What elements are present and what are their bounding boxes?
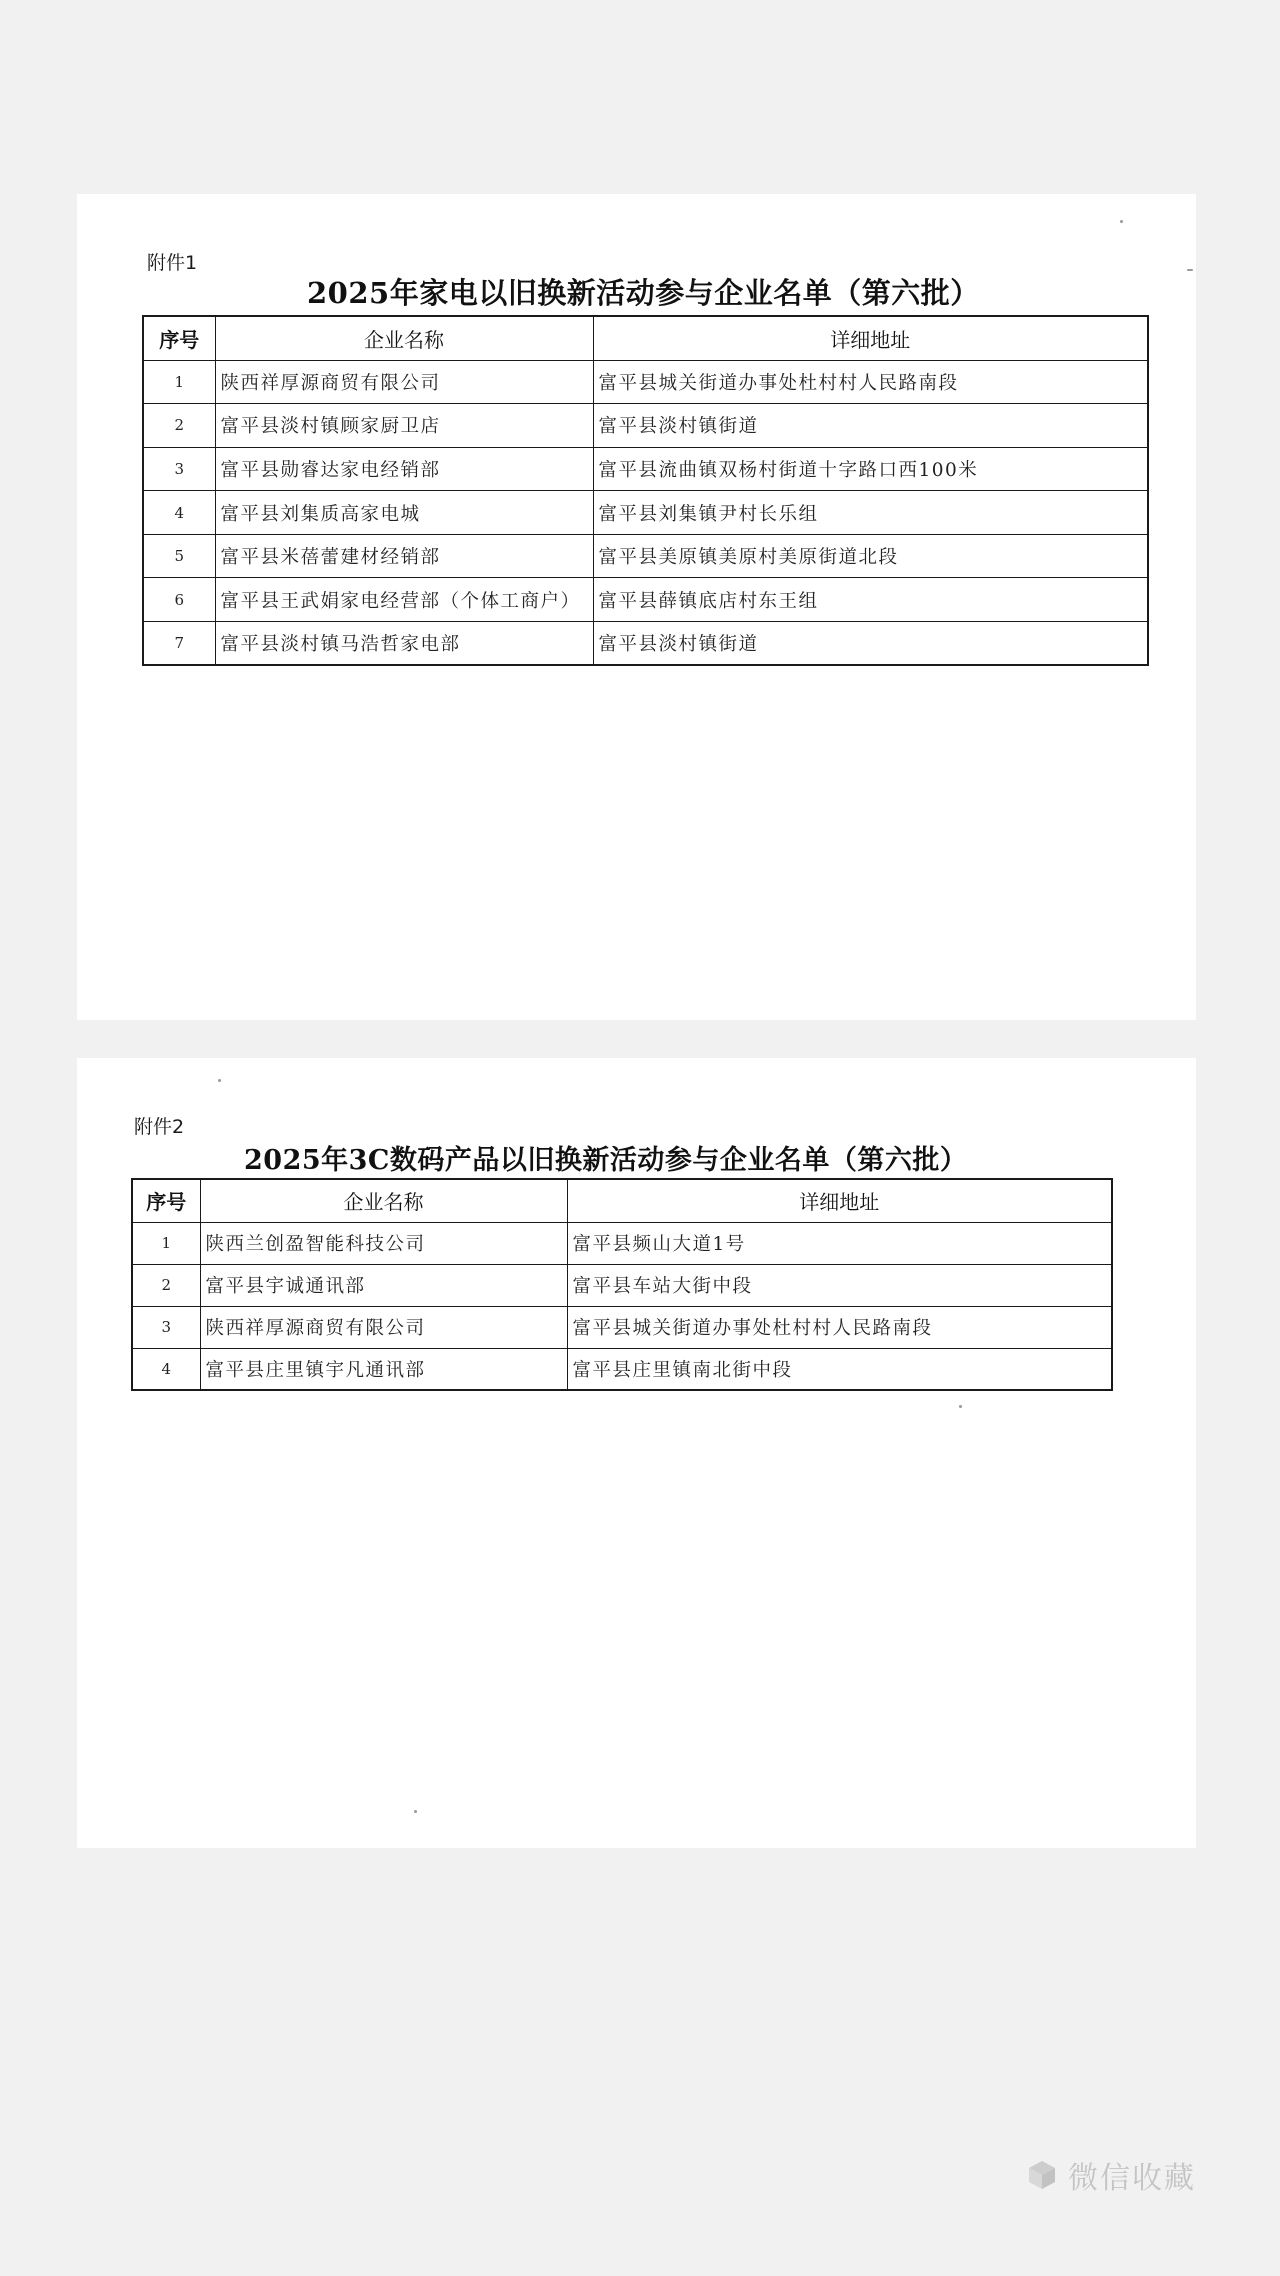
row-enterprise-name: 富平县刘集质高家电城: [215, 491, 593, 535]
row-address: 富平县流曲镇双杨村街道十字路口西100米: [593, 447, 1148, 491]
table-row: [143, 360, 1148, 404]
attachment-1-page: [77, 194, 1196, 1020]
table-row: [132, 1264, 1112, 1306]
table-row: [132, 1222, 1112, 1264]
document-title: 2025年家电以旧换新活动参与企业名单（第六批）: [307, 276, 980, 310]
table-row: [143, 491, 1148, 535]
column-header-address: 详细地址: [593, 316, 1148, 360]
row-enterprise-name: 富平县淡村镇马浩哲家电部: [215, 622, 593, 666]
table-row: [143, 578, 1148, 622]
digital-3c-enterprise-table: [131, 1178, 1113, 1391]
row-address: 富平县淡村镇街道: [593, 622, 1148, 666]
row-seq: 5: [143, 534, 215, 578]
table-header-row: [132, 1179, 1112, 1222]
table-header-row: [143, 316, 1148, 360]
wechat-favorites-watermark: [1026, 2153, 1196, 2197]
scan-speck: [1187, 269, 1193, 271]
row-enterprise-name: 富平县庄里镇宇凡通讯部: [200, 1348, 567, 1390]
row-seq: 2: [132, 1264, 200, 1306]
row-address: 富平县频山大道1号: [567, 1222, 1112, 1264]
row-address: 富平县淡村镇街道: [593, 404, 1148, 448]
row-seq: 1: [143, 360, 215, 404]
table-row: [132, 1348, 1112, 1390]
row-seq: 3: [132, 1306, 200, 1348]
scan-speck: [414, 1810, 417, 1813]
column-header-seq: 序号: [132, 1179, 200, 1222]
table-row: [132, 1306, 1112, 1348]
table-row: [143, 534, 1148, 578]
column-header-name: 企业名称: [215, 316, 593, 360]
cube-icon: [1026, 2159, 1058, 2191]
row-enterprise-name: 富平县淡村镇顾家厨卫店: [215, 404, 593, 448]
watermark-text: 微信收藏: [1068, 2161, 1196, 2196]
row-seq: 4: [132, 1348, 200, 1390]
row-enterprise-name: 陕西祥厚源商贸有限公司: [200, 1306, 567, 1348]
document-title: 2025年3C数码产品以旧换新活动参与企业名单（第六批）: [244, 1145, 968, 1176]
row-enterprise-name: 富平县米蓓蕾建材经销部: [215, 534, 593, 578]
row-seq: 1: [132, 1222, 200, 1264]
row-enterprise-name: 富平县宇诚通讯部: [200, 1264, 567, 1306]
row-seq: 6: [143, 578, 215, 622]
row-enterprise-name: 富平县王武娟家电经营部（个体工商户）: [215, 578, 593, 622]
row-address: 富平县车站大街中段: [567, 1264, 1112, 1306]
scan-speck: [1120, 220, 1123, 223]
table-row: [143, 622, 1148, 666]
column-header-name: 企业名称: [200, 1179, 567, 1222]
row-seq: 7: [143, 622, 215, 666]
row-enterprise-name: 富平县勋睿达家电经销部: [215, 447, 593, 491]
attachment-2-page: [77, 1058, 1196, 1848]
scan-speck: [959, 1405, 962, 1408]
row-address: 富平县刘集镇尹村长乐组: [593, 491, 1148, 535]
row-address: 富平县庄里镇南北街中段: [567, 1348, 1112, 1390]
attachment-label: 附件1: [147, 252, 198, 274]
appliance-enterprise-table: [142, 315, 1149, 666]
row-address: 富平县城关街道办事处杜村村人民路南段: [593, 360, 1148, 404]
scan-speck: [218, 1079, 221, 1082]
column-header-address: 详细地址: [567, 1179, 1112, 1222]
table-row: [143, 447, 1148, 491]
row-address: 富平县城关街道办事处杜村村人民路南段: [567, 1306, 1112, 1348]
row-seq: 3: [143, 447, 215, 491]
row-address: 富平县薛镇底店村东王组: [593, 578, 1148, 622]
table-row: [143, 404, 1148, 448]
row-seq: 4: [143, 491, 215, 535]
attachment-label: 附件2: [134, 1116, 185, 1138]
row-address: 富平县美原镇美原村美原街道北段: [593, 534, 1148, 578]
row-seq: 2: [143, 404, 215, 448]
column-header-seq: 序号: [143, 316, 215, 360]
row-enterprise-name: 陕西兰创盈智能科技公司: [200, 1222, 567, 1264]
row-enterprise-name: 陕西祥厚源商贸有限公司: [215, 360, 593, 404]
